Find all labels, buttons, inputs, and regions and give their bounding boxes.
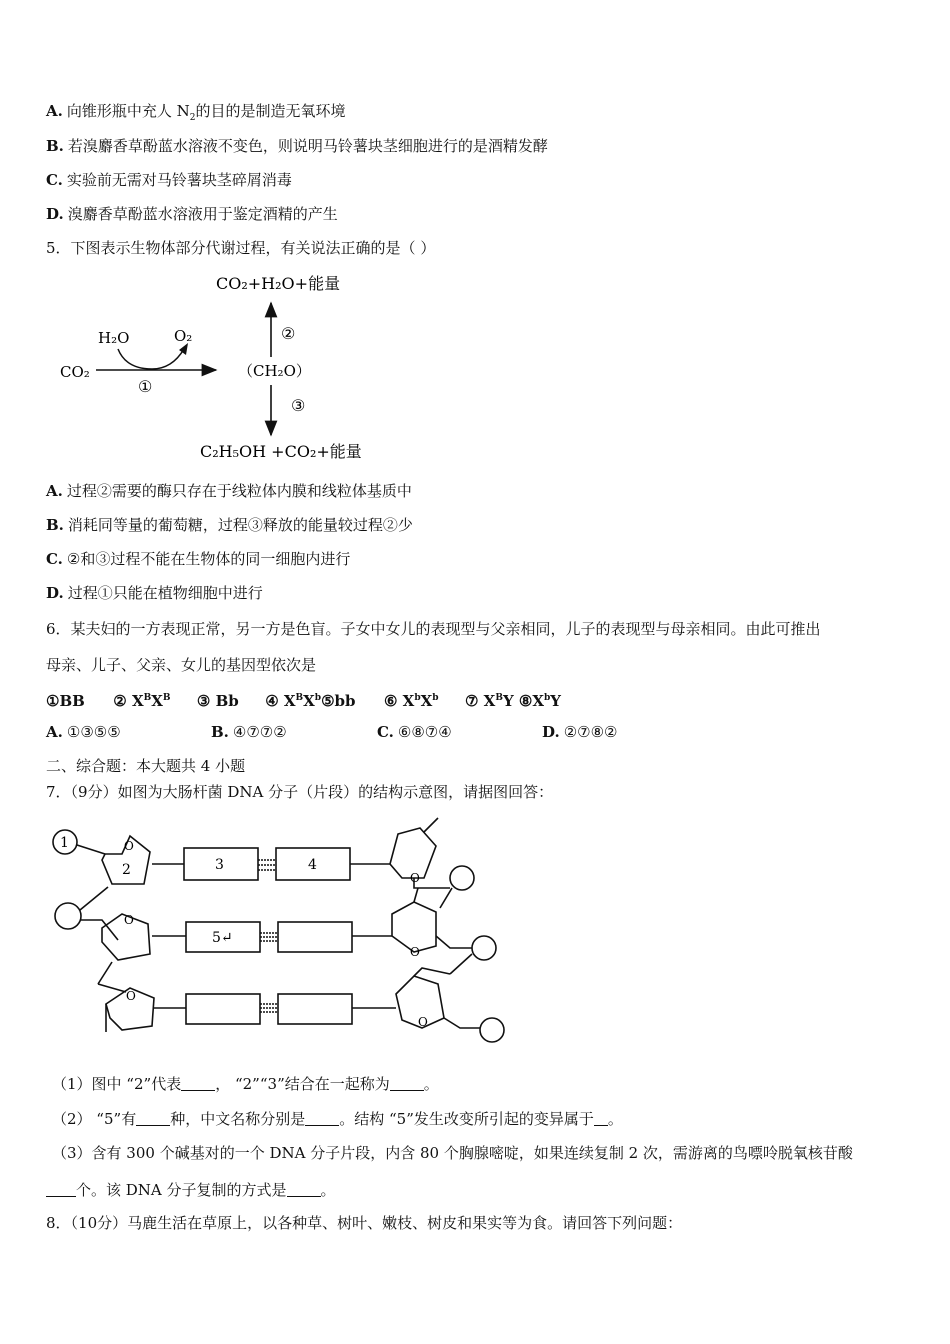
q5-option-c: C. ②和③过程不能在生物体的同一细胞内进行 [46,550,351,568]
q4-option-a: A. 向锥形瓶中充人 $N_2$的目的是制造无氧环境 [46,102,346,123]
svg-text:O: O [124,839,134,853]
label-2: 2 [122,862,131,878]
top-product-label: CO₂+H₂O+能量 [216,274,341,293]
step3-label: ③ [291,396,306,415]
svg-text:O: O [410,871,420,885]
svg-text:O: O [418,1015,428,1029]
label-3: 3 [215,857,224,873]
q6-option-a: A. ①③⑤⑤ [46,723,121,741]
label-4: 4 [308,857,317,873]
step1-label: ① [138,377,153,396]
metabolism-diagram [40,265,390,470]
q6-option-c: C. ⑥⑧⑦④ [377,723,452,741]
q4-option-b: B. 若溴麝香草酚蓝水溶液不变色，则说明马铃薯块茎细胞进行的是酒精发酵 [46,137,548,155]
answer-blank[interactable] [136,1111,170,1126]
section-2-title: 二、综合题：本大题共 4 小题 [46,757,246,775]
q5-option-b: B. 消耗同等量的葡萄糖，过程③释放的能量较过程②少 [46,516,413,534]
genotype-3: ③ Bb [196,692,239,710]
step2-label: ② [281,324,296,343]
answer-blank[interactable] [594,1111,608,1126]
answer-blank[interactable] [287,1182,321,1197]
q6-option-d: D. ②⑦⑧② [542,723,618,741]
svg-text:O: O [410,945,420,959]
bottom-product-label: C₂H₅OH +CO₂+能量 [200,442,362,461]
q6-genotype-list [46,688,561,711]
q7-sub3-line1: （3）含有 300 个碱基对的一个 DNA 分子片段，内含 80 个胸腺嘧啶，如果连续复制 2 次，需游离的鸟嘌呤脱氧核苷酸 [52,1144,853,1162]
q6-option-b: B. ④⑦⑦② [211,723,287,741]
water-curve [118,349,184,369]
q7-stem: 7．（9分）如图为大肠杆菌 DNA 分子（片段）的结构示意图，请据图回答： [46,783,554,801]
center-label: （CH₂O） [238,362,311,380]
dna-diagram [40,812,510,1057]
q4-option-c: C. 实验前无需对马铃薯块茎碎屑消毒 [46,171,292,189]
genotype-1: ①BB [46,692,85,710]
svg-text:O: O [126,989,136,1003]
answer-blank[interactable] [46,1182,76,1197]
q4-option-d: D. 溴麝香草酚蓝水溶液用于鉴定酒精的产生 [46,205,338,223]
q7-sub3-line2: 个。该 DNA 分子复制的方式是 。 [46,1180,336,1200]
answer-blank[interactable] [390,1076,424,1091]
q5-stem: 5．下图表示生物体部分代谢过程，有关说法正确的是（ ） [46,239,436,257]
genotype-6: ⑥ $X^bX^b$ [384,692,439,710]
label-5: 5↵ [212,930,233,946]
answer-blank[interactable] [305,1111,339,1126]
q5-option-a: A. 过程②需要的酶只存在于线粒体内膜和线粒体基质中 [46,482,412,500]
co2-label: CO₂ [60,363,90,381]
genotype-4: ④ $X^BX^b$ [265,692,322,710]
q6-stem-line1: 6．某夫妇的一方表现正常，另一方是色盲。子女中女儿的表现型与父亲相同，儿子的表现型与母亲相同。由此可推出 [46,620,821,638]
q8-stem: 8．（10分）马鹿生活在草原上，以各种草、树叶、嫩枝、树皮和果实等为食。请回答下列问题： [46,1214,683,1232]
label-1: 1 [60,835,69,851]
genotype-8: $⑧X^bY$ [518,692,561,710]
q7-sub2: （2） “5”有 种，中文名称分别是 。结构 “5”发生改变所引起的变异属于 。 [52,1110,623,1128]
answer-blank[interactable] [181,1076,215,1091]
water-label: H₂O [98,329,130,347]
q7-sub1: （1）图中 “2”代表 ， “2”“3”结合在一起称为 。 [52,1075,439,1093]
q5-option-d: D. 过程①只能在植物细胞中进行 [46,584,263,602]
q6-stem-line2: 母亲、儿子、父亲、女儿的基因型依次是 [46,656,317,674]
svg-text:O: O [124,913,134,927]
genotype-2: ② $X^BX^B$ [113,692,171,710]
genotype-5: ⑤bb [321,692,356,710]
oxygen-label: O₂ [174,327,193,345]
genotype-7: ⑦ $X^BY$ [465,692,514,710]
